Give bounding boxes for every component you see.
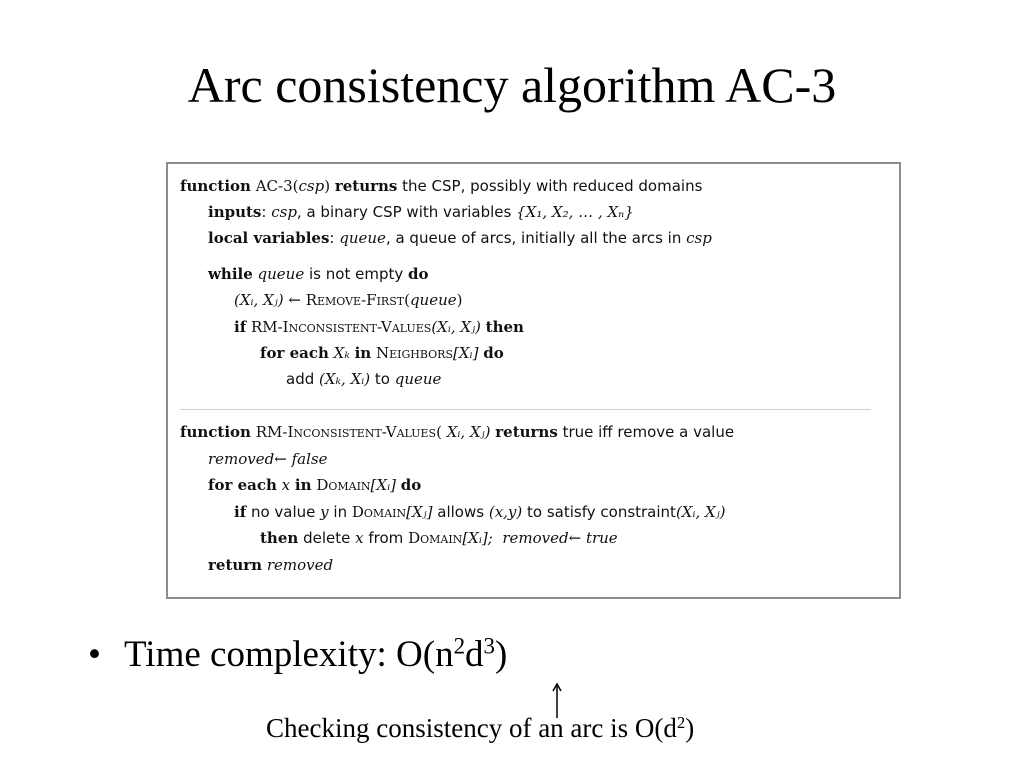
rm-returns-description: true iff remove a value xyxy=(562,423,735,441)
slide-title: Arc consistency algorithm AC-3 xyxy=(187,57,837,113)
neighbors-func: Neighbors xyxy=(376,344,454,362)
if-text-satisfy: to satisfy constraint xyxy=(527,503,676,521)
local-description: , a queue of arcs, initially all the arcs in xyxy=(385,229,682,247)
footnote-end: ) xyxy=(685,713,695,743)
for-each-neighbor-line xyxy=(260,343,504,363)
function-name-rm: RM-Inconsistent-Values( xyxy=(255,423,442,441)
keyword-for-each: for each xyxy=(208,476,277,494)
keyword-then: then xyxy=(485,318,524,336)
keyword-then: then xyxy=(260,529,299,547)
return-line xyxy=(208,555,333,575)
param-csp: csp xyxy=(298,177,325,195)
remove-open: ( xyxy=(404,291,410,309)
removed-init-line xyxy=(208,449,328,469)
if-domain-arg: [Xⱼ] xyxy=(406,503,433,521)
arc-check-footnote xyxy=(266,714,694,744)
keyword-do: do xyxy=(483,344,504,362)
return-removed: removed xyxy=(266,556,334,574)
footnote-sup: 2 xyxy=(676,712,686,732)
remove-first-func: Remove-First xyxy=(305,291,405,309)
then-from: from xyxy=(368,529,404,547)
then-domain-arg: [Xᵢ]; xyxy=(462,529,493,547)
if-no-value-line xyxy=(234,502,726,522)
bullet-sup-n: 2 xyxy=(453,633,466,659)
if-inconsistent-line xyxy=(234,317,524,337)
if-pair: (x,y) xyxy=(488,503,523,521)
keyword-returns: returns xyxy=(334,177,398,195)
bullet-marker: • xyxy=(88,634,101,675)
then-removed-var: removed xyxy=(502,529,569,547)
if-args: (Xᵢ, Xⱼ) xyxy=(431,318,481,336)
if-domain-func: Domain xyxy=(351,503,407,521)
if-constraint-args: (Xᵢ, Xⱼ) xyxy=(675,503,726,521)
assign-arrow: ← xyxy=(274,450,287,468)
inputs-line xyxy=(208,202,634,222)
inputs-variables: {X₁, X₂, … , Xₙ} xyxy=(516,203,634,221)
bullet-end: ) xyxy=(495,634,508,675)
local-variables-label: local variables xyxy=(208,229,330,247)
add-to: to xyxy=(374,370,390,388)
time-complexity-bullet xyxy=(88,635,507,676)
neighbors-arg: [Xᵢ] xyxy=(453,344,479,362)
local-param-queue: queue xyxy=(339,229,386,247)
while-queue: queue xyxy=(257,265,305,283)
bullet-mid: d xyxy=(465,634,484,675)
keyword-while: while xyxy=(208,265,253,283)
remove-first-line xyxy=(234,290,462,310)
then-assign-arrow: ← xyxy=(568,529,582,547)
footnote-text: Checking consistency of an arc is O(d xyxy=(266,713,677,743)
local-variables-line xyxy=(208,228,712,248)
keyword-if: if xyxy=(234,318,247,336)
removed-var: removed xyxy=(208,450,275,468)
keyword-for-each: for each xyxy=(260,344,329,362)
inputs-label: inputs xyxy=(208,203,262,221)
while-line xyxy=(208,264,429,284)
keyword-in: in xyxy=(294,476,312,494)
keyword-returns: returns xyxy=(495,423,558,441)
ac3-header-line xyxy=(180,176,702,196)
keyword-in: in xyxy=(354,344,372,362)
then-true: true xyxy=(585,529,618,547)
function-name-ac3: AC-3( xyxy=(255,177,299,195)
then-delete-line xyxy=(260,528,618,548)
add-args: (Xₖ, Xᵢ) xyxy=(319,370,371,388)
inputs-param: csp xyxy=(271,203,297,221)
domain-func: Domain xyxy=(316,476,371,494)
inputs-description: , a binary CSP with variables xyxy=(296,203,512,221)
inputs-colon: : xyxy=(261,203,267,221)
if-text-allows: allows xyxy=(437,503,485,521)
rm-args: Xᵢ, Xⱼ) xyxy=(446,423,491,441)
if-var-y: y xyxy=(320,503,329,521)
domain-arg: [Xᵢ] xyxy=(370,476,396,494)
returns-description: the CSP, possibly with reduced domains xyxy=(402,177,703,195)
keyword-do: do xyxy=(400,476,422,494)
remove-close: ) xyxy=(456,291,463,309)
for-var-xk: Xₖ xyxy=(333,344,350,362)
for-var-x: x xyxy=(281,476,291,494)
then-var-x: x xyxy=(355,529,364,547)
rm-header-line xyxy=(180,422,734,442)
then-domain-func: Domain xyxy=(408,529,463,547)
section-divider xyxy=(180,409,871,410)
keyword-do: do xyxy=(408,265,429,283)
rm-inconsistent-func: RM-Inconsistent-Values xyxy=(250,318,432,336)
algorithm-box xyxy=(166,162,901,599)
keyword-return: return xyxy=(208,556,263,574)
add-target: queue xyxy=(394,370,442,388)
local-end-csp: csp xyxy=(686,229,712,247)
keyword-function: function xyxy=(180,177,251,195)
remove-lhs: (Xᵢ, Xⱼ) ← xyxy=(234,291,301,309)
if-text-no-value: no value xyxy=(250,503,316,521)
while-description: is not empty xyxy=(309,265,404,283)
then-delete: delete xyxy=(303,529,351,547)
removed-false: false xyxy=(291,450,328,468)
for-each-domain-line xyxy=(208,475,421,495)
add-to-queue-line xyxy=(286,369,441,389)
keyword-function: function xyxy=(180,423,251,441)
bullet-text: Time complexity: O(n xyxy=(124,634,454,675)
bullet-sup-d: 3 xyxy=(483,633,496,659)
keyword-if: if xyxy=(234,503,247,521)
paren-close: ) xyxy=(324,177,331,195)
remove-arg: queue xyxy=(409,291,457,309)
add-text: add xyxy=(286,370,315,388)
local-colon: : xyxy=(329,229,335,247)
if-text-in: in xyxy=(333,503,348,521)
